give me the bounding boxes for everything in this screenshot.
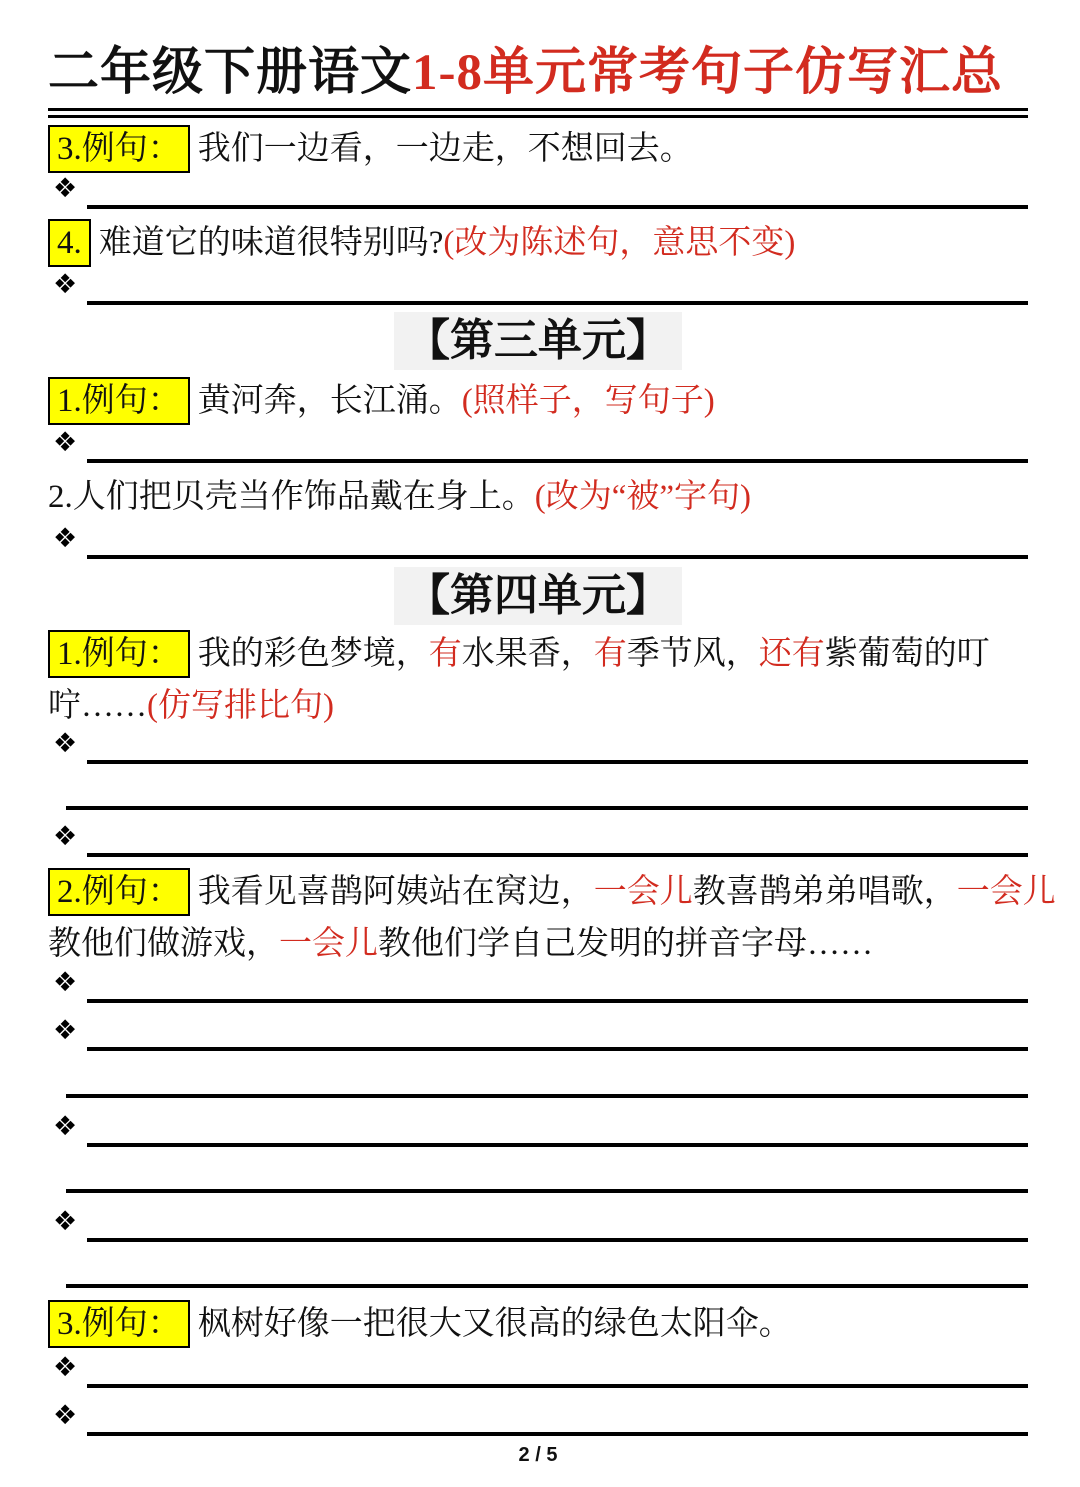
diamond-bullet-icon: ❖ (53, 427, 78, 458)
section-header-text: 【第四单元】 (394, 567, 682, 625)
diamond-bullet-icon: ❖ (53, 821, 78, 852)
highlight-word: 一会儿 (593, 874, 693, 910)
answer-blank[interactable] (48, 1051, 1028, 1098)
example-text: 水果香， (461, 636, 594, 672)
answer-line (66, 1094, 1028, 1098)
example-text: 季节风， (626, 636, 759, 672)
answer-blank[interactable] (48, 810, 1028, 857)
page-number: 2 / 5 (518, 1444, 558, 1466)
section-header-unit3 (48, 312, 1028, 370)
example-label: 3.例句： (48, 1300, 190, 1348)
answer-line (87, 853, 1028, 857)
example-label: 1.例句： (48, 630, 190, 678)
answer-line (87, 1384, 1028, 1388)
answer-line (87, 555, 1028, 559)
example-label: 2.例句： (48, 868, 190, 916)
answer-blank[interactable] (48, 1350, 1028, 1388)
example-text: 教他们做游戏， (48, 926, 279, 962)
example-label: 1.例句： (48, 377, 190, 425)
example-text: 紫葡萄的叮 (824, 636, 990, 672)
answer-blank[interactable] (48, 269, 1028, 305)
answer-blank[interactable] (48, 523, 1028, 559)
answer-blank[interactable] (48, 1147, 1028, 1193)
example-label: 4. (48, 219, 91, 267)
example-row-u4-2-line2 (48, 918, 1028, 970)
section-header-text: 【第三单元】 (394, 312, 682, 370)
example-text: 黄河奔，长江涌。 (197, 383, 462, 419)
example-row-u3-1 (48, 375, 1028, 427)
example-label: 3.例句： (48, 125, 190, 173)
example-text: 我看见喜鹊阿姨站在窝边， (197, 874, 594, 910)
diamond-bullet-icon: ❖ (53, 967, 78, 998)
example-row-u4-3 (48, 1298, 1028, 1350)
diamond-bullet-icon: ❖ (53, 728, 78, 759)
answer-line (87, 999, 1028, 1003)
title-black-part: 二年级下册语文 (48, 45, 413, 101)
answer-line (87, 1047, 1028, 1051)
answer-blank[interactable] (48, 1242, 1028, 1288)
answer-line (87, 205, 1028, 209)
example-text: 咛…… (48, 688, 147, 724)
example-text: 我的彩色梦境， (197, 636, 429, 672)
answer-line (66, 806, 1028, 810)
example-row-u4-2-line1 (48, 866, 1056, 918)
example-row-u2-3 (48, 123, 1028, 175)
diamond-bullet-icon: ❖ (53, 1400, 78, 1431)
answer-line (66, 1189, 1028, 1193)
answer-blank[interactable] (48, 427, 1028, 463)
example-row-u2-4 (48, 217, 1028, 269)
example-text: 我们一边看，一边走，不想回去。 (197, 131, 693, 167)
instruction-note: (改为“被”字句) (534, 479, 752, 515)
highlight-word: 一会儿 (279, 926, 378, 962)
section-header-unit4 (48, 567, 1028, 625)
diamond-bullet-icon: ❖ (53, 1206, 78, 1237)
highlight-word: 还有 (758, 636, 825, 672)
answer-blank[interactable] (48, 175, 1028, 209)
highlight-word: 一会儿 (956, 874, 1056, 910)
example-row-u4-1-line2 (48, 680, 1028, 732)
answer-line (66, 1284, 1028, 1288)
example-text: 教他们学自己发明的拼音字母…… (378, 926, 873, 962)
example-text: 难道它的味道很特别吗? (98, 225, 444, 261)
diamond-bullet-icon: ❖ (53, 523, 78, 554)
answer-blank[interactable] (48, 1193, 1028, 1242)
diamond-bullet-icon: ❖ (53, 1111, 78, 1142)
diamond-bullet-icon: ❖ (53, 1015, 78, 1046)
answer-line (87, 301, 1028, 305)
answer-line (87, 1432, 1028, 1436)
diamond-bullet-icon: ❖ (53, 1352, 78, 1383)
title-divider (48, 108, 1028, 118)
example-row-u3-2 (48, 471, 1028, 523)
diamond-bullet-icon: ❖ (53, 173, 78, 204)
answer-line (87, 1143, 1028, 1147)
answer-line (87, 760, 1028, 764)
answer-blank[interactable] (48, 1003, 1028, 1051)
answer-blank[interactable] (48, 1388, 1028, 1436)
example-text: 2.人们把贝壳当作饰品戴在身上。 (48, 479, 535, 515)
instruction-note: (改为陈述句，意思不变) (443, 225, 796, 261)
highlight-word: 有 (593, 636, 627, 672)
title-red-part: 1-8单元常考句子仿写汇总 (412, 45, 1004, 101)
answer-line (87, 459, 1028, 463)
answer-blank[interactable] (48, 1098, 1028, 1147)
instruction-note: (仿写排比句) (147, 688, 334, 724)
answer-blank[interactable] (48, 728, 1028, 764)
answer-blank[interactable] (48, 764, 1028, 810)
highlight-word: 有 (428, 636, 462, 672)
instruction-note: (照样子，写句子) (461, 383, 715, 419)
answer-line (87, 1238, 1028, 1242)
example-row-u4-1-line1 (48, 628, 1028, 680)
answer-blank[interactable] (48, 967, 1028, 1003)
example-text: 教喜鹊弟弟唱歌， (692, 874, 957, 910)
diamond-bullet-icon: ❖ (53, 269, 78, 300)
page-title (48, 42, 1028, 104)
example-text: 枫树好像一把很大又很高的绿色太阳伞。 (197, 1306, 792, 1342)
